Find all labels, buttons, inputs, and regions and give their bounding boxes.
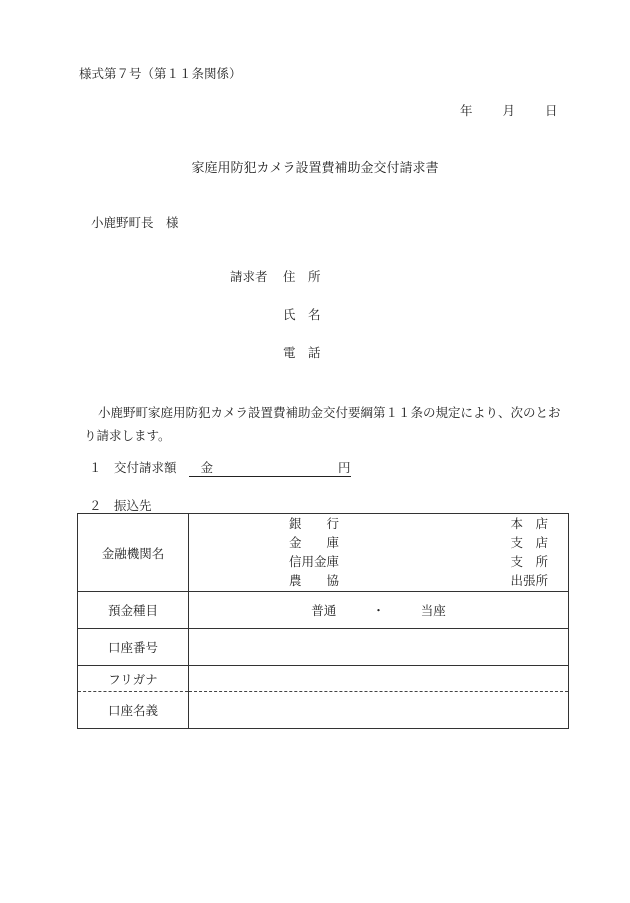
deposit-option-separator: ・ (372, 603, 385, 618)
deposit-type-row (78, 592, 569, 629)
account-name-field[interactable] (189, 692, 569, 729)
branch-type: 本 店 (510, 516, 548, 531)
requester-address-label: 住 所 (283, 269, 321, 284)
bank-account-table (77, 513, 569, 729)
requester-name-label: 氏 名 (283, 307, 321, 322)
document-title: 家庭用防犯カメラ設置費補助金交付請求書 (191, 161, 439, 176)
request-amount-label: １ 交付請求額 (89, 460, 177, 475)
date-day: 日 (545, 103, 558, 118)
transfer-destination-label: ２ 振込先 (89, 498, 152, 513)
account-name-row (78, 692, 569, 729)
institution-label: 金融機関名 (78, 514, 189, 592)
furigana-field[interactable] (189, 666, 569, 692)
date-year: 年 (460, 103, 473, 118)
form-number: 様式第７号（第１１条関係） (79, 66, 242, 81)
account-name-label: 口座名義 (78, 692, 189, 729)
institution-type: 農 協 (289, 573, 340, 588)
account-number-field[interactable] (189, 629, 569, 666)
furigana-label: フリガナ (78, 666, 189, 692)
institution-type: 金 庫 (289, 535, 340, 550)
institution-type: 銀 行 (289, 516, 340, 531)
branch-type: 支 店 (510, 535, 548, 550)
furigana-row (78, 666, 569, 692)
account-number-label: 口座番号 (78, 629, 189, 666)
branch-type: 支 所 (510, 554, 548, 569)
date-month: 月 (502, 103, 516, 118)
date-line (460, 101, 558, 119)
deposit-type-field[interactable] (189, 592, 569, 629)
account-number-row (78, 629, 569, 666)
institution-type: 信用金庫 (289, 554, 340, 569)
request-amount-line (89, 458, 351, 477)
branch-type: 出張所 (510, 573, 548, 588)
requester-phone-label: 電 話 (283, 345, 321, 360)
addressee: 小鹿野町長 様 (91, 215, 179, 230)
amount-unit: 円 (337, 460, 351, 475)
institution-field[interactable] (189, 514, 569, 592)
deposit-option-ordinary[interactable]: 普通 (311, 603, 337, 618)
deposit-type-label: 預金種目 (78, 592, 189, 629)
deposit-option-current[interactable]: 当座 (420, 603, 446, 618)
request-statement: 小鹿野町家庭用防犯カメラ設置費補助金交付要綱第１１条の規定により、次のとおり請求します。 (84, 405, 561, 443)
institution-row (78, 514, 569, 592)
requester-label: 請求者 (230, 269, 268, 284)
amount-prefix: 金 (200, 460, 214, 475)
request-amount-field[interactable] (189, 458, 351, 477)
